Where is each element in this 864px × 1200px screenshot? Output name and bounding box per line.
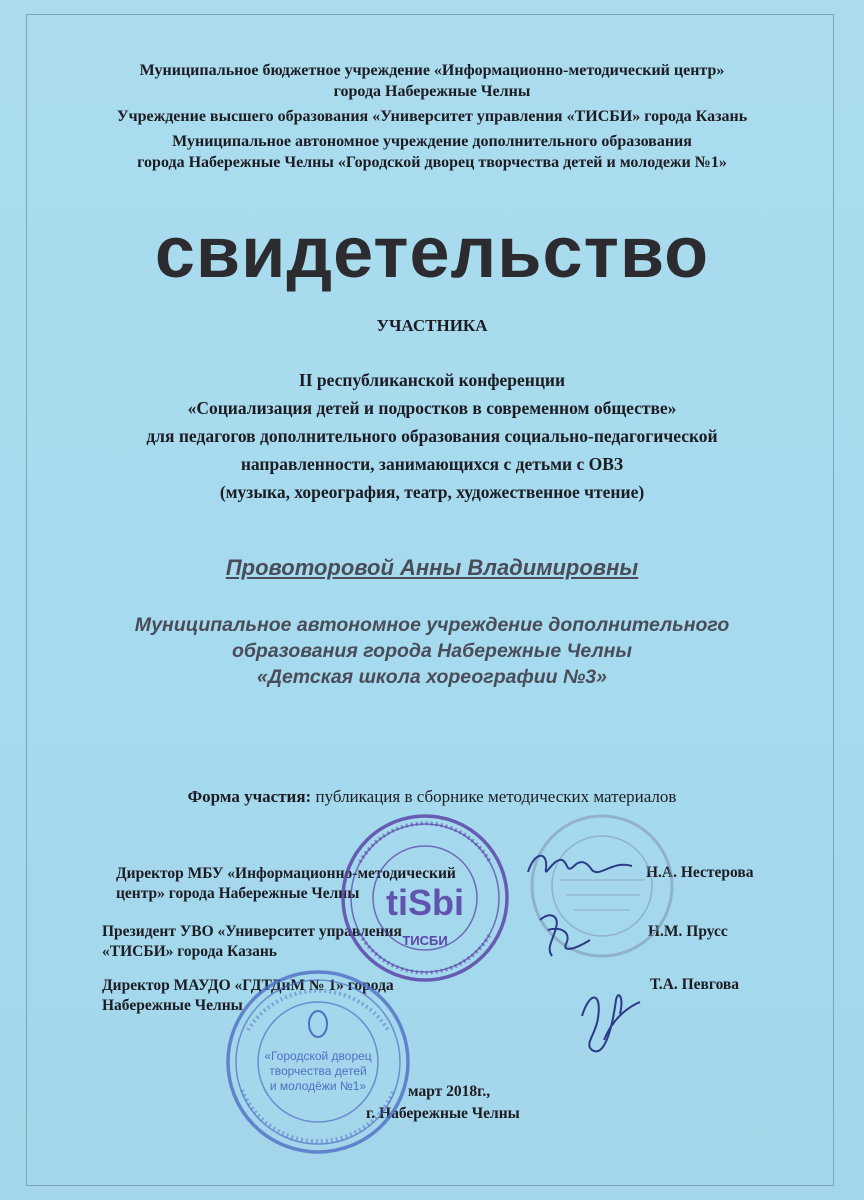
- signatory-1-name: Н.А. Нестерова: [646, 864, 754, 881]
- palace-stamp-line-2: творчества детей: [269, 1064, 367, 1078]
- tisbi-stamp-label: ТИСБИ: [402, 933, 448, 948]
- signatory-3-title-line-2: Набережные Челны: [102, 997, 243, 1014]
- participation-value: публикация в сборнике методических материалов: [315, 787, 677, 806]
- signatory-2-title-line-1: Президент УВО «Университет управления: [102, 923, 402, 940]
- conference-line-5: (музыка, хореография, театр, художественное чтение): [219, 482, 645, 502]
- header-org-3: Муниципальное автономное учреждение дополнительного образования: [172, 133, 692, 150]
- tisbi-logo: tiSbi: [386, 882, 464, 923]
- signatory-3-title-line-1: Директор МАУДО «ГДТДиМ № 1» города: [102, 977, 394, 994]
- signature-pevgova: [582, 995, 640, 1051]
- signatory-2-title-line-2: «ТИСБИ» города Казань: [102, 943, 277, 960]
- palace-stamp-line-1: «Городской дворец: [264, 1049, 372, 1063]
- certificate-title: свидетельство: [154, 213, 710, 293]
- organization-line-1: Муниципальное автономное учреждение дополнительного: [134, 614, 730, 636]
- conference-line-3: для педагогов дополнительного образования социально-педагогической: [146, 426, 718, 446]
- signatory-2-name: Н.М. Прусс: [648, 923, 728, 940]
- signatory-1-title-line-1: Директор МБУ «Информационно-методический: [116, 865, 456, 882]
- palace-emblem-icon: [309, 1011, 327, 1037]
- organization-line-3: «Детская школа хореографии №3»: [257, 666, 607, 688]
- header-org-1-city: города Набережные Челны: [333, 83, 531, 100]
- certificate-subtitle: УЧАСТНИКА: [376, 316, 488, 335]
- palace-stamp-line-3: и молодёжи №1»: [269, 1079, 367, 1093]
- signatory-3-name: Т.А. Певгова: [650, 976, 740, 993]
- header-org-2: Учреждение высшего образования «Университет управления «ТИСБИ» города Казань: [116, 108, 748, 125]
- conference-line-2: «Социализация детей и подростков в современном обществе»: [187, 398, 677, 418]
- organization-line-2: образования города Набережные Челны: [231, 640, 633, 662]
- signatory-1-title-line-2: центр» города Набережные Челны: [116, 885, 360, 902]
- tisbi-round-stamp: [343, 816, 507, 980]
- conference-line-1: II республиканской конференции: [298, 370, 566, 390]
- conference-line-4: направленности, занимающихся с детьми с ОВЗ: [240, 454, 624, 474]
- issue-city: г. Набережные Челны: [366, 1105, 520, 1122]
- participation-label: Форма участия:: [187, 787, 312, 806]
- signature-pruss: [540, 915, 590, 956]
- signature-nesterova: [528, 856, 632, 872]
- palace-round-stamp: [228, 972, 408, 1152]
- recipient-name-text: Провоторовой Анны Владимировны: [225, 555, 639, 580]
- header-org-3-city: города Набережные Челны «Городской дворец творчества детей и молодежи №1»: [137, 154, 727, 171]
- header-org-1: Муниципальное бюджетное учреждение «Информационно-методический центр»: [139, 62, 725, 79]
- issue-date: март 2018г.,: [408, 1083, 491, 1100]
